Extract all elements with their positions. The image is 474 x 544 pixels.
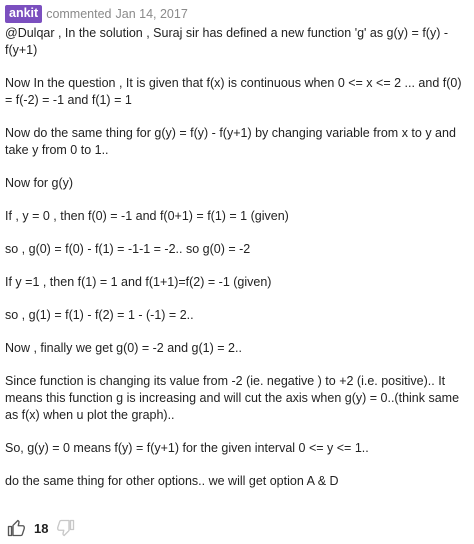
commented-label: commented	[46, 7, 112, 21]
author-badge[interactable]: ankit	[5, 5, 42, 23]
comment-paragraph: Now for g(y)	[5, 176, 74, 190]
comment-paragraph: If y =1 , then f(1) = 1 and f(1+1)=f(2) = -1 (given)	[5, 275, 272, 289]
comment-header	[5, 5, 466, 23]
comment-paragraph: so , g(0) = f(0) - f(1) = -1-1 = -2.. so g(0) = -2	[5, 242, 251, 256]
comment-date: Jan 14, 2017	[115, 7, 188, 21]
comment-paragraph: Now In the question , It is given that f(x) is continuous when 0 <= x <= 2 ... and f(0) = f(-2) = -1 and f(1) = 1	[5, 76, 462, 107]
comment-paragraph: So, g(y) = 0 means f(y) = f(y+1) for the given interval 0 <= y <= 1..	[5, 441, 369, 455]
vote-count: 18	[34, 520, 49, 536]
comment-paragraph: @Dulqar , In the solution , Suraj sir has defined a new function 'g' as g(y) = f(y) - f(y+1)	[5, 26, 449, 57]
upvote-button[interactable]	[6, 518, 26, 538]
comment-paragraph: Since function is changing its value from -2 (ie. negative ) to +2 (i.e. positive).. It means this function g is increasing and will cut the axis when g(y) = 0..(think same as f(x) when u plot the graph)..	[5, 374, 460, 422]
comment-paragraph: Now , finally we get g(0) = -2 and g(1) = 2..	[5, 341, 242, 355]
comment-paragraph: If , y = 0 , then f(0) = -1 and f(0+1) = f(1) = 1 (given)	[5, 209, 289, 223]
comment-body	[5, 25, 466, 490]
thumbs-down-icon	[57, 519, 75, 537]
comment-paragraph: do the same thing for other options.. we will get option A & D	[5, 474, 339, 488]
thumbs-up-icon	[7, 519, 25, 537]
comment-paragraph: so , g(1) = f(1) - f(2) = 1 - (-1) = 2..	[5, 308, 194, 322]
vote-bar	[6, 518, 76, 538]
downvote-button[interactable]	[56, 518, 76, 538]
comment-paragraph: Now do the same thing for g(y) = f(y) - f(y+1) by changing variable from x to y and take y from 0 to 1..	[5, 126, 456, 157]
